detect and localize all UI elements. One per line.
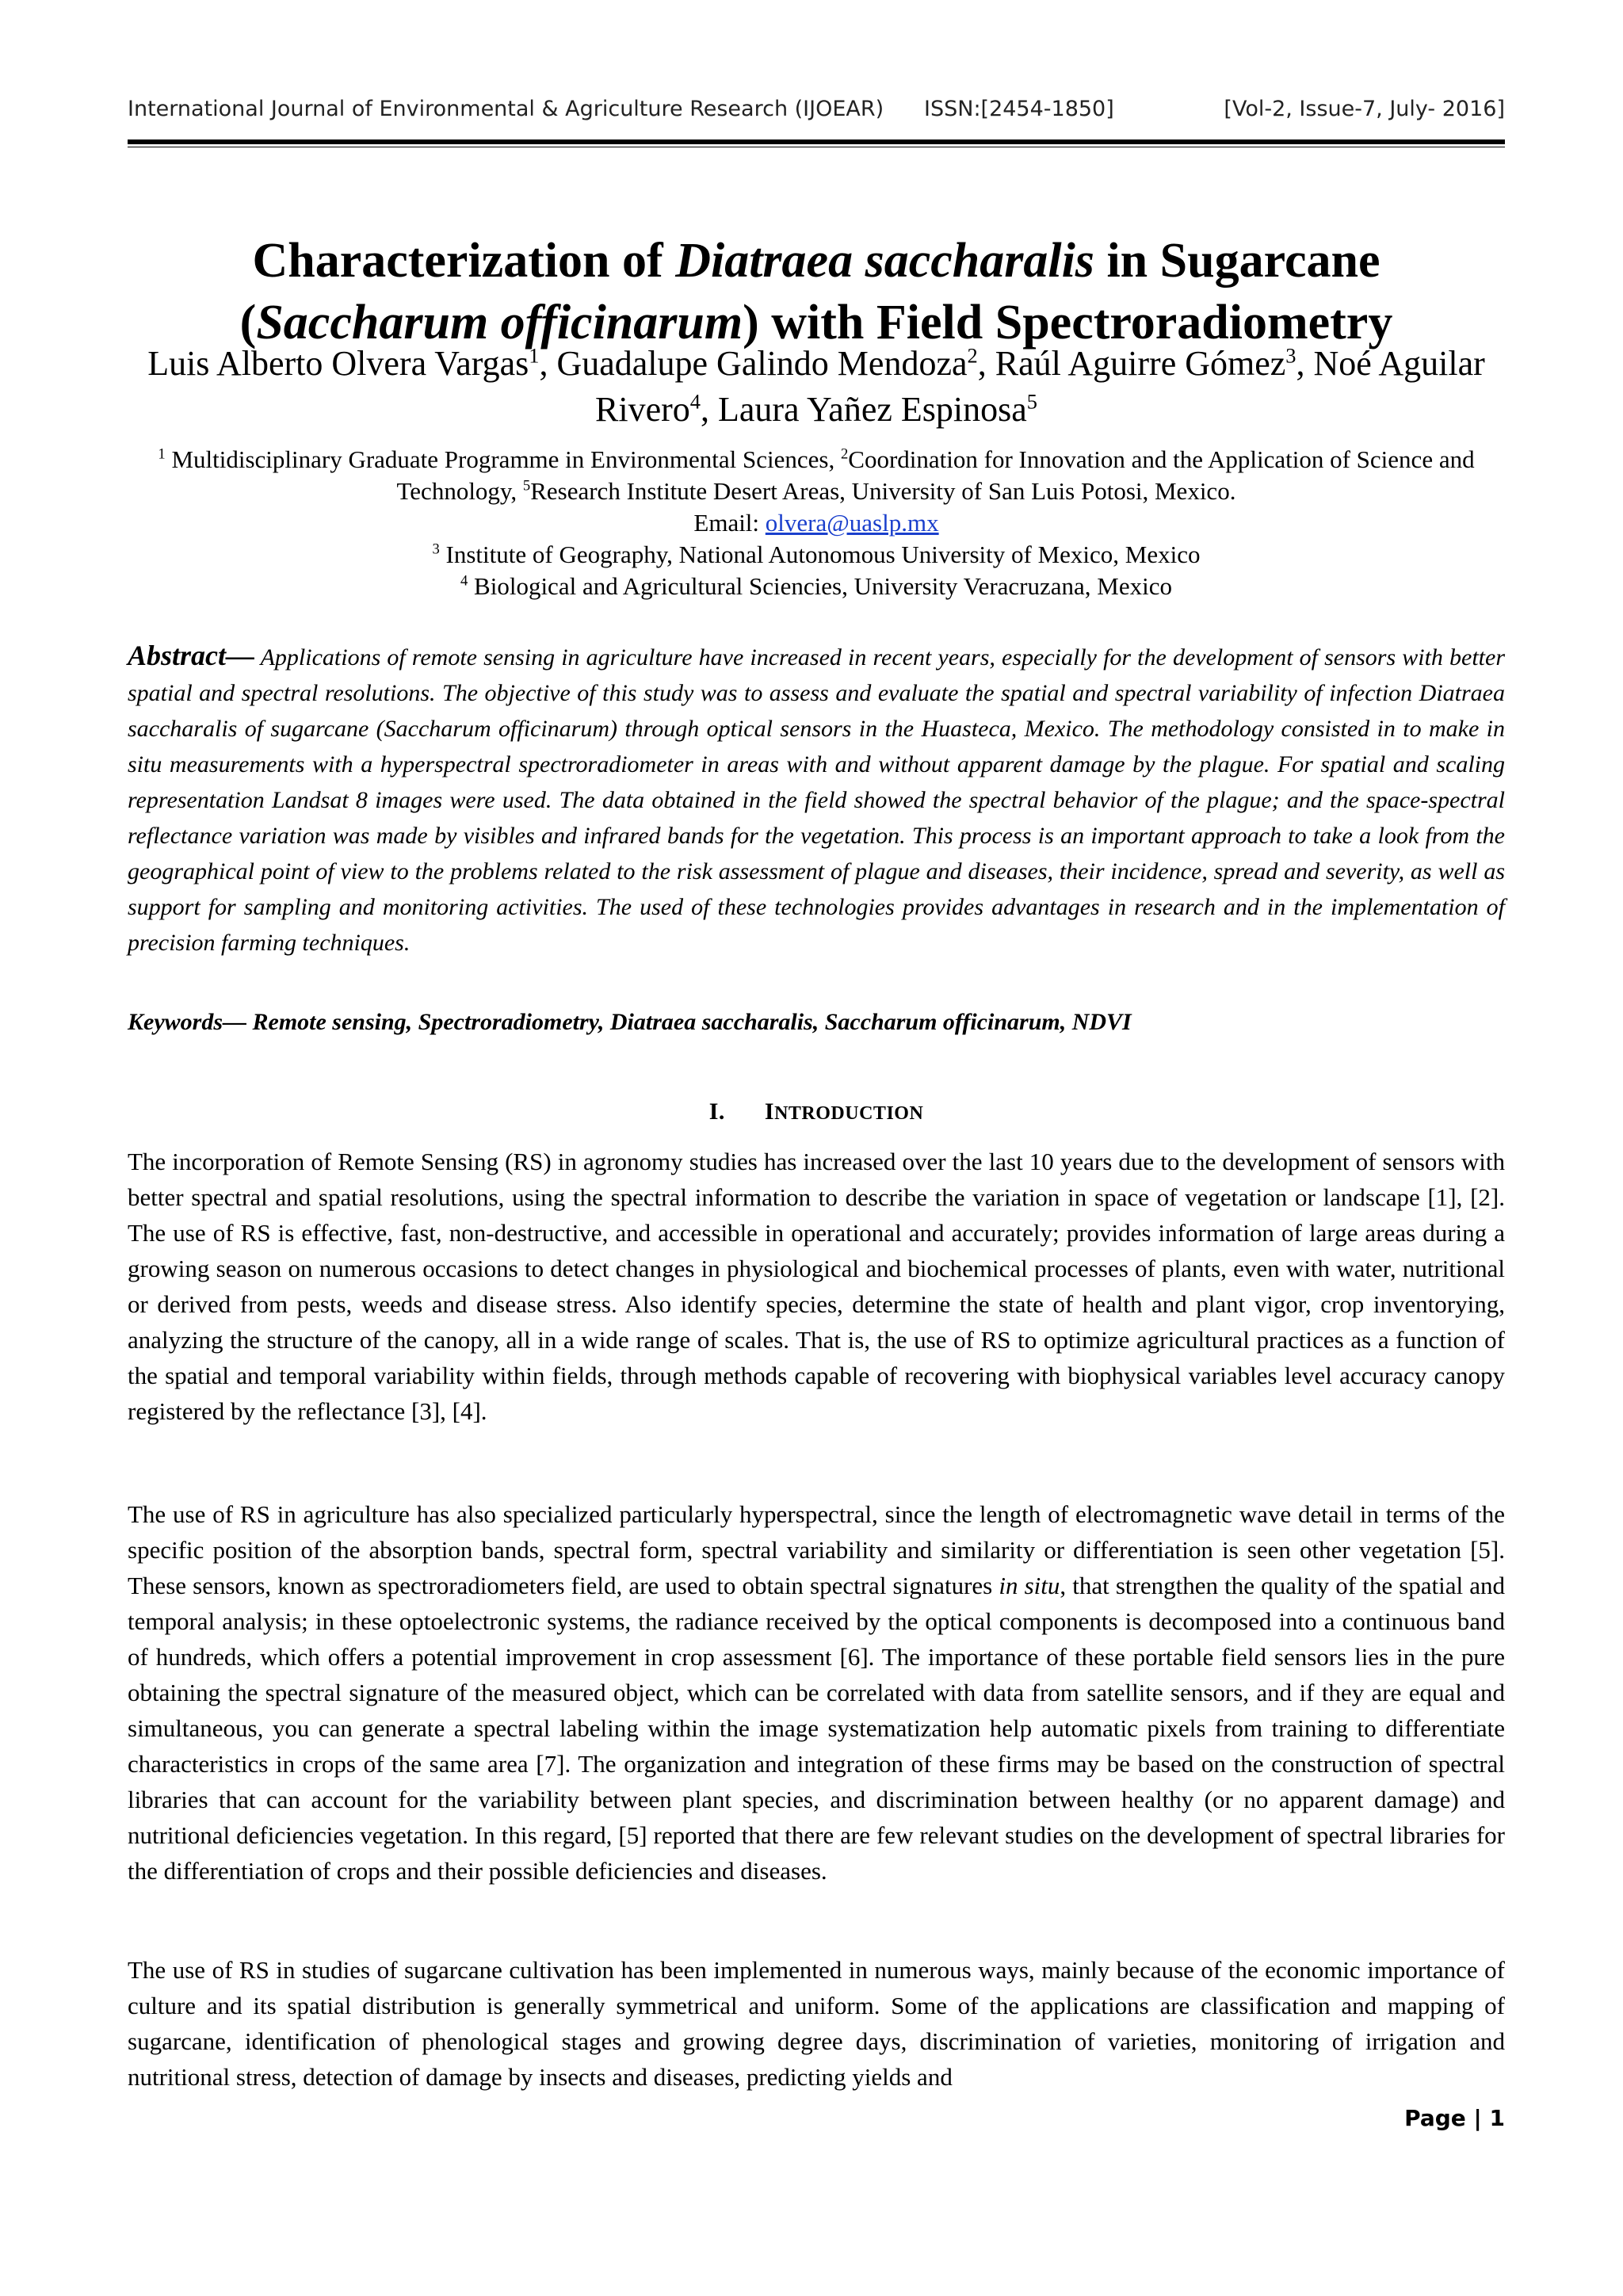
author-name: , Raúl Aguirre Gómez [977,344,1286,383]
page-label: Page [1404,2105,1466,2131]
title-species: Diatraea saccharalis [675,234,1094,288]
section-title-rest: NTRODUCTION [774,1103,924,1124]
author-name: , Noé Aguilar Rivero [595,344,1485,429]
abstract [128,638,1505,961]
abstract-label: Abstract— [128,640,255,671]
affiliation-sup: 1 [158,445,166,463]
affiliation-sup: 5 [522,477,531,495]
paragraph-text: , that strengthen the quality of the spatial and temporal analysis; in these optoelectronic systems, the radiance received by the optical components is decomposed into a continuous band of hundreds, which offers a potential improvement in crop assessment [6]. The importance of these portable field sensors lies in the pure obtaining the spectral signature of the measured object, which can be correlated with data from satellite sensors, and if they are equal and simultaneous, you can generate a spectral labeling within the image systematization help automatic pixels from training to differentiate characteristics in crops of the same area [7]. The organization and integration of these firms may be based on the construction of spectral libraries that can account for the variability between plant species, and discrimination between healthy (or no apparent damage) and nutritional deficiencies vegetation. In this regard, [5] reported that there are few relevant studies on the development of spectral libraries for the differentiation of crops and their possible deficiencies and diseases. [128,1572,1505,1885]
title-text: ( [239,296,257,350]
author-sup: 4 [689,389,701,414]
running-header [128,97,1505,128]
issn: ISSN:[2454-1850] [924,97,1114,121]
title-text: Characterization of [252,234,676,288]
affiliation-line [128,539,1505,571]
page-footer [1404,2105,1505,2131]
keywords-text: Remote sensing, Spectroradiometry, Diatraea saccharalis, Saccharum officinarum, NDVI [246,1009,1132,1035]
page-number: 1 [1489,2105,1505,2131]
affiliation-line [128,571,1505,602]
header-rule-thick [128,139,1505,144]
section-title-initial: I [764,1098,775,1125]
affiliations [128,444,1505,602]
affiliation-line [128,444,1505,507]
author-name: Luis Alberto Olvera Vargas [147,344,529,383]
author-sup: 2 [967,343,978,368]
paragraph-2 [128,1496,1505,1889]
affiliation-sup: 2 [840,445,849,463]
title-text: in Sugarcane [1094,234,1381,288]
journal-name: International Journal of Environmental & Agriculture Research (IJOEAR) [128,97,884,121]
author-sup: 1 [529,343,540,368]
section-title [765,1098,923,1125]
author-sup: 5 [1026,389,1037,414]
title-line-1 [128,230,1505,292]
affiliation-text: Coordination for Innovation and the Application of Science and Technology, [396,445,1475,505]
author-list [128,341,1505,433]
email-label: Email: [693,509,766,537]
author-name: , Guadalupe Galindo Mendoza [539,344,968,383]
paragraph-1: The incorporation of Remote Sensing (RS) in agronomy studies has increased over the last 10 years due to the development of sensors with better spectral and spatial resolutions, using the spectral information to describe the variation in space of vegetation or landscape [1], [2]. The use of RS is effective, fast, non-destructive, and accessible in operational and accurately; provides information of large areas during a growing season on numerous occasions to detect changes in physiological and biochemical processes of plants, even with water, nutritional or derived from pests, weeds and disease stress. Also identify species, determine the state of health and plant vigor, crop inventorying, analyzing the structure of the canopy, all in a wide range of scales. That is, the use of RS to optimize agricultural practices as a function of the spatial and temporal variability within fields, through methods capable of recovering with biophysical variables level accuracy canopy registered by the reflectance [3], [4]. [128,1148,1505,1425]
paper-title [128,230,1505,353]
author-name: , Laura Yañez Espinosa [700,390,1027,429]
affiliation-text: Institute of Geography, National Autonomous University of Mexico, Mexico [439,541,1201,568]
paragraph-text: The use of RS in agriculture has also specialized particularly hyperspectral, since the length of electromagnetic wave detail in terms of the specific position of the absorption bands, spectral form, spectral variability and similarity or differentiation is seen other vegetation [5]. These sensors, known as spectroradiometers field, are used to obtain spectral signatures [128,1500,1505,1599]
paragraph-3: The use of RS in studies of sugarcane cultivation has been implemented in numerous ways, mainly because of the economic importance of culture and its spatial distribution is generally symmetrical and uniform. Some of the applications are classification and mapping of sugarcane, identification of phenological stages and growing degree days, discrimination of varieties, monitoring of irrigation and nutritional stress, detection of damage by insects and diseases, predicting yields and [128,1956,1505,2091]
author-sup: 3 [1285,343,1296,368]
affiliation-sup: 3 [432,541,440,558]
affiliation-text: Research Institute Desert Areas, University of San Luis Potosi, Mexico. [530,477,1236,505]
keywords-label: Keywords— [128,1009,246,1035]
paragraph-italic: in situ [999,1572,1060,1599]
affiliation-sup: 4 [460,572,468,590]
title-text: ) with Field Spectroradiometry [743,296,1393,350]
title-species: Saccharum officinarum [256,296,743,350]
abstract-text: Applications of remote sensing in agriculture have increased in recent years, especially for the development of sensors with better spatial and spectral resolutions. The objective of this study was to assess and evaluate the spatial and spectral variability of infection Diatraea saccharalis of sugarcane (Saccharum officinarum) through optical sensors in the Huasteca, Mexico. The methodology consisted in to make in situ measurements with a hyperspectral spectroradiometer in areas with and without apparent damage by the plague. For spatial and scaling representation Landsat 8 images were used. The data obtained in the field showed the spectral behavior of the plague; and the space-spectral reflectance variation was made by visibles and infrared bands for the vegetation. This process is an important approach to take a look from the geographical point of view to the problems related to the risk assessment of plague and diseases, their incidence, spread and severity, as well as support for sampling and monitoring activities. The used of these technologies provides advantages in research and in the implementation of precision farming techniques. [128,644,1505,956]
affiliation-text: Biological and Agricultural Sciencies, University Veracruzana, Mexico [468,572,1172,600]
keywords [128,1007,1505,1038]
page-separator: | [1473,2105,1482,2131]
volume-issue: [Vol-2, Issue-7, July- 2016] [1224,97,1505,121]
section-number: I. [708,1098,725,1125]
section-heading-introduction [128,1098,1505,1125]
email-link[interactable]: olvera@uaslp.mx [765,509,939,537]
email-line [128,507,1505,539]
affiliation-text: Multidisciplinary Graduate Programme in Environmental Sciences, [165,445,841,473]
